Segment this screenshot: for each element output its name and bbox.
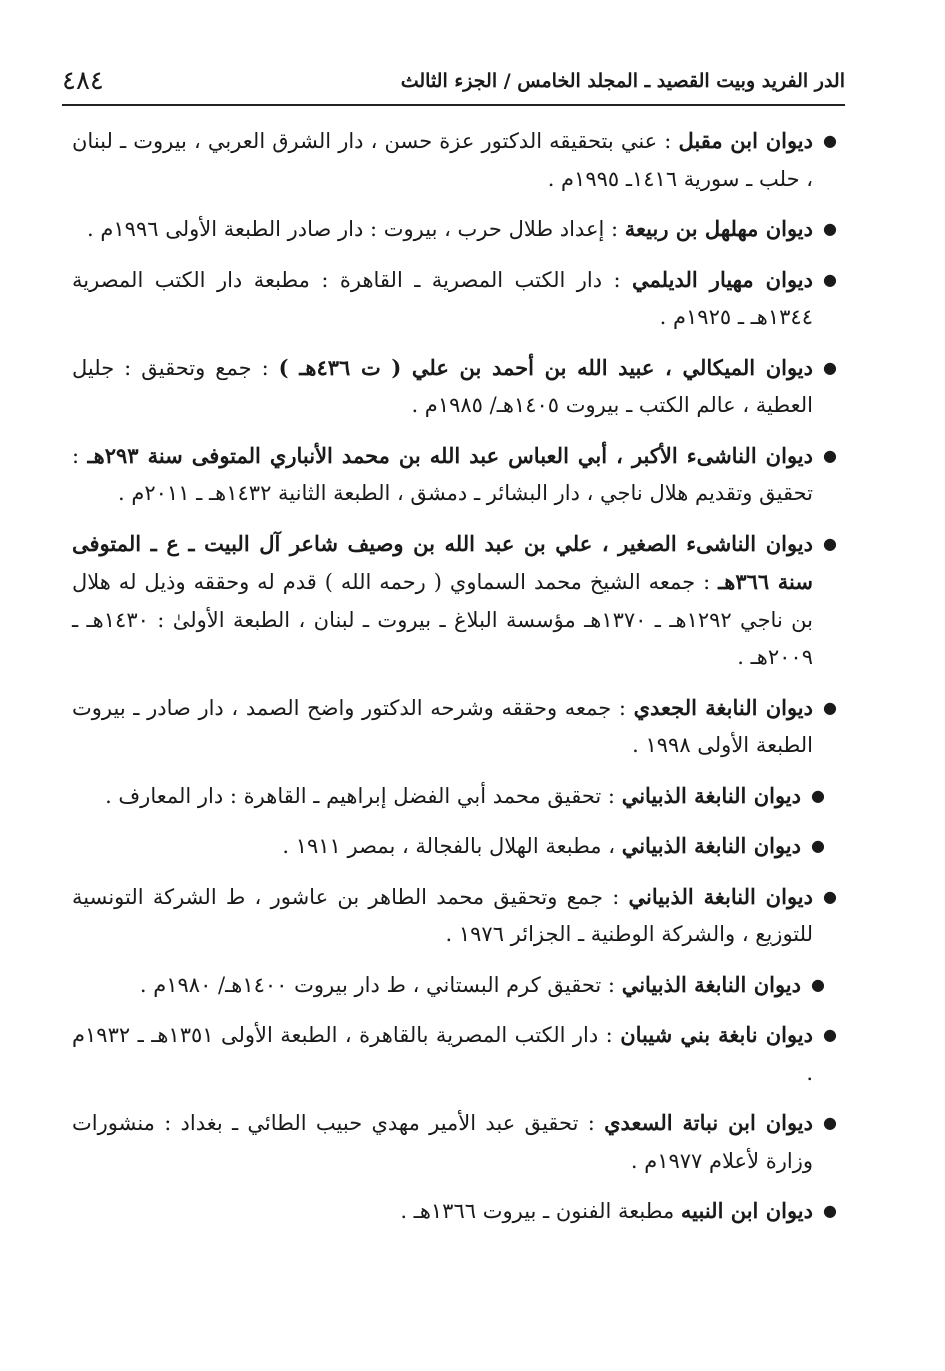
entry-title: ديوان الناشىء الأكبر ، أبي العباس عبد الله بن محمد الأنباري المتوفى سنة ٢٩٣هـ — [87, 442, 813, 468]
bibliography-entry — [72, 261, 837, 337]
bibliography-entry — [72, 122, 837, 198]
bibliography-entry — [72, 878, 837, 954]
entry-text: مطبعة الفنون ـ بيروت ١٣٦٦هـ . — [400, 1199, 681, 1223]
entry-text: : جمع وتحقيق : جليل العطية ، عالم الكتب ـ بيروت ١٤٠٥هـ/ ١٩٨٥م . — [72, 355, 813, 417]
entry-text: : جمعه الشيخ محمد السماوي ( رحمه الله ) قدم له وحققه وذيل له هلال بن ناجي ١٢٩٢هـ ـ ١٣٧٠هـ مؤسسة البلاغ ـ بيروت ـ لبنان ، الطبعة الأولىٰ : ١٤٣٠هـ ـ ٢٠٠٩هـ . — [72, 570, 813, 669]
entry-title: ديوان نابغة بني شيبان — [620, 1022, 813, 1047]
entry-text: : دار الكتب المصرية بالقاهرة ، الطبعة الأولى ١٣٥١هـ ـ ١٩٣٢م . — [72, 1023, 813, 1085]
entry-title: ديوان النابغة الذبياني — [621, 971, 801, 997]
bullet-icon: ● — [811, 836, 825, 855]
bullet-icon: ● — [823, 1025, 837, 1044]
bullet-icon: ● — [811, 974, 825, 994]
entry-title: ديوان الناشىء الصغير ، علي بن عبد الله بن وصيف شاعر آل البيت ـ ع ـ المتوفى سنة ٣٦٦هـ — [72, 530, 813, 594]
bullet-icon: ● — [823, 886, 837, 906]
bullet-icon: ● — [823, 1113, 837, 1132]
bullet-icon: ● — [823, 533, 837, 553]
running-title: الدر الفريد وبيت القصيد ـ المجلد الخامس / الجزء الثالث — [400, 70, 845, 92]
bibliography-entry — [72, 777, 837, 816]
bibliography-list — [72, 122, 837, 1243]
bullet-icon: ● — [823, 219, 837, 238]
entry-title: ديوان مهلهل بن ربيعة — [624, 216, 813, 241]
bullet-icon: ● — [811, 785, 825, 805]
entry-title: ديوان ابن نباتة السعدي — [604, 1110, 814, 1135]
entry-text: : جمعه وحققه وشرحه الدكتور واضح الصمد ، دار صادر ـ بيروت الطبعة الأولى ١٩٩٨ . — [72, 695, 813, 757]
entry-text: : تحقيق كرم البستاني ، ط دار بيروت ١٤٠٠هـ/ ١٩٨٠م . — [139, 972, 622, 997]
entry-title: ديوان النابغة الجعدي — [633, 694, 813, 720]
entry-title: ديوان ابن مقبل — [678, 128, 814, 153]
page-number: ٤٨٤ — [62, 66, 104, 96]
bullet-icon: ● — [823, 269, 837, 289]
page-header — [62, 58, 845, 98]
bullet-icon: ● — [823, 1201, 837, 1220]
bibliography-entry — [72, 689, 837, 765]
bullet-icon: ● — [823, 445, 837, 465]
entry-text: : عني بتحقيقه الدكتور عزة حسن ، دار الشرق العربي ، بيروت ـ لبنان ، حلب ـ سورية ١٤١٦ـ ١٩٩٥م . — [72, 129, 813, 191]
bullet-icon: ● — [823, 131, 837, 150]
bibliography-entry — [72, 1104, 837, 1180]
header-rule — [62, 104, 845, 106]
entry-text: : إعداد طلال حرب ، بيروت : دار صادر الطبعة الأولى ١٩٩٦م . — [87, 217, 625, 241]
entry-text: : دار الكتب المصرية ـ القاهرة : مطبعة دار الكتب المصرية ١٣٤٤هـ ـ ١٩٢٥م . — [72, 267, 813, 329]
entry-title: ديوان مهيار الديلمي — [632, 266, 813, 292]
bibliography-entry — [72, 966, 837, 1005]
entry-text: : تحقيق محمد أبي الفضل إبراهيم ـ القاهرة : دار المعارف . — [105, 783, 622, 808]
bibliography-entry — [72, 349, 837, 425]
bibliography-entry — [72, 827, 837, 866]
bibliography-entry — [72, 525, 837, 677]
entry-text: ، مطبعة الهلال بالفجالة ، بمصر ١٩١١ . — [282, 834, 622, 858]
bibliography-entry — [72, 437, 837, 513]
bibliography-entry — [72, 1192, 837, 1231]
entry-title: ديوان الميكالي ، عبيد الله بن أحمد بن علي ( ت ٤٣٦هـ ) — [278, 354, 814, 380]
entry-text: : جمع وتحقيق محمد الطاهر بن عاشور ، ط الشركة التونسية للتوزيع ، والشركة الوطنية ـ الجزائر ١٩٧٦ . — [72, 884, 813, 946]
entry-title: ديوان النابغة الذبياني — [621, 782, 801, 808]
bullet-icon: ● — [823, 697, 837, 717]
bibliography-entry — [72, 1016, 837, 1092]
entry-text: : تحقيق عبد الأمير مهدي حبيب الطائي ـ بغداد : منشورات وزارة لأعلام ١٩٧٧م . — [72, 1111, 813, 1173]
bibliography-entry — [72, 210, 837, 249]
entry-title: ديوان النابغة الذبياني — [621, 833, 801, 858]
entry-title: ديوان ابن النبيه — [680, 1198, 813, 1223]
bullet-icon: ● — [823, 357, 837, 377]
entry-title: ديوان النابغة الذبياني — [628, 883, 813, 909]
entry-text: : تحقيق وتقديم هلال ناجي ، دار البشائر ـ دمشق ، الطبعة الثانية ١٤٣٢هـ ـ ٢٠١١م . — [72, 443, 813, 505]
